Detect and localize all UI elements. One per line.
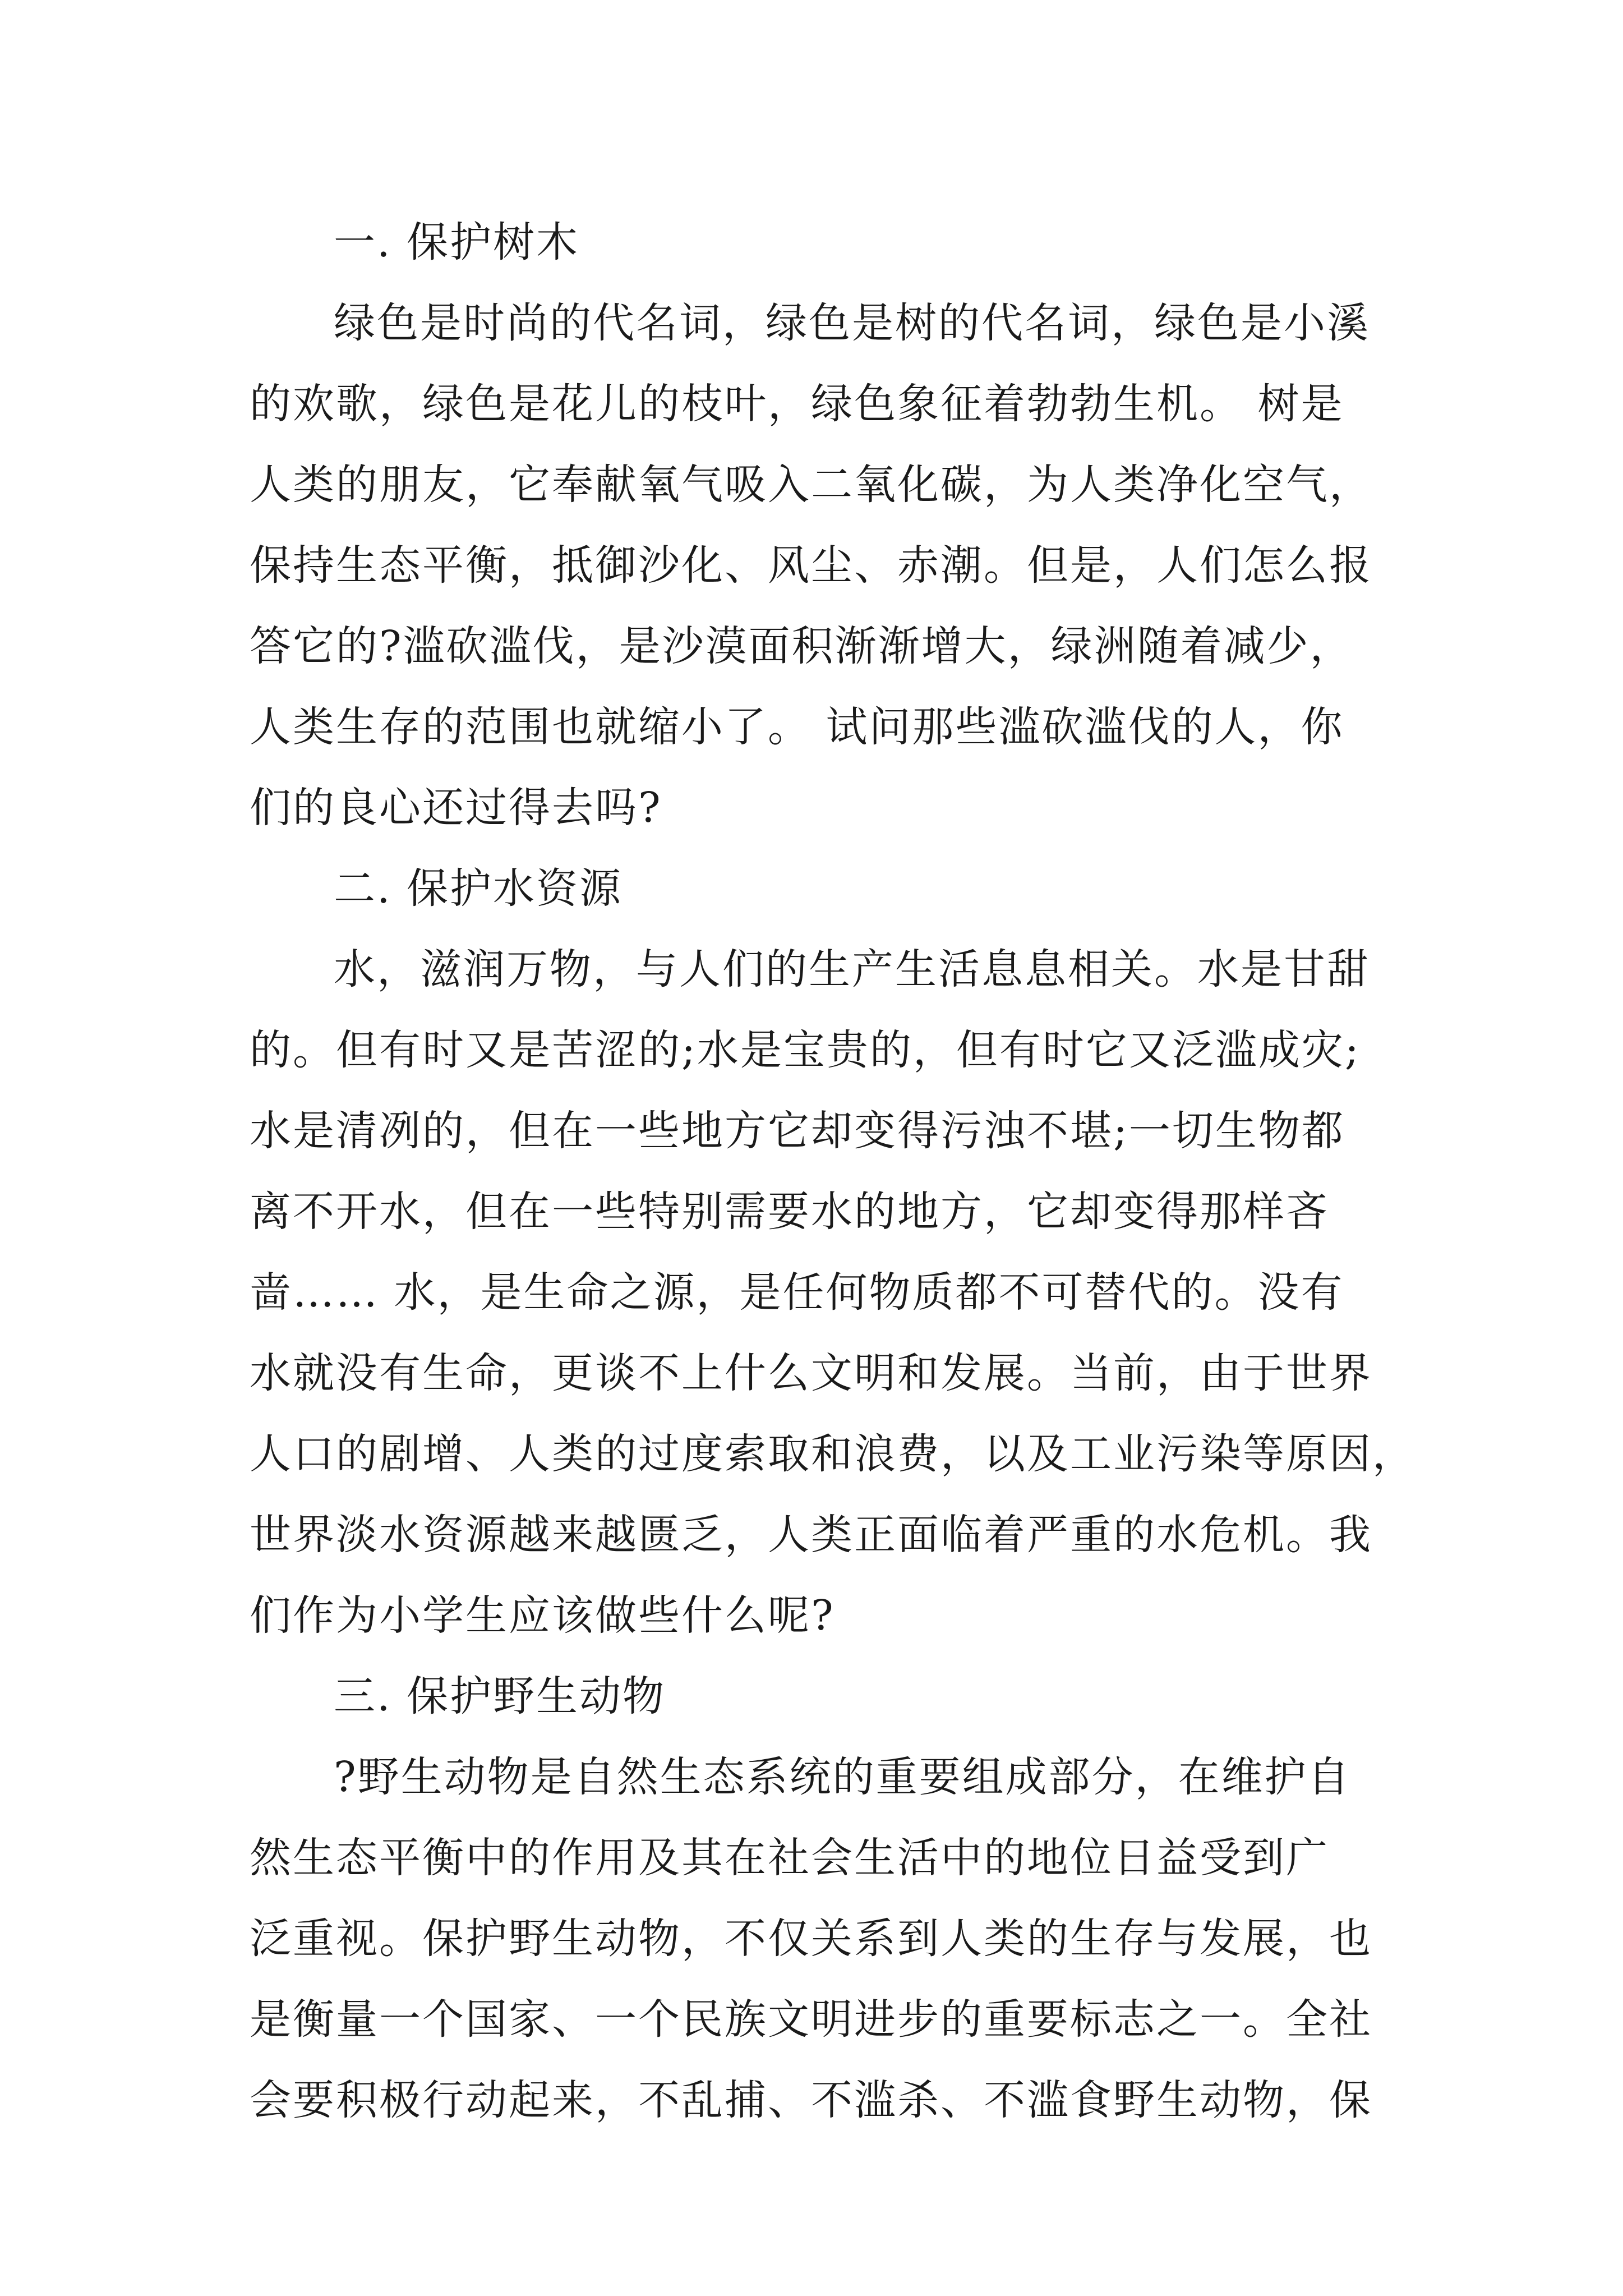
text-line: ?野生动物是自然生态系统的重要组成部分，在维护自 [334,1753,1351,1801]
text-line: 人类生存的范围也就缩小了。 试问那些滥砍滥伐的人，你 [250,703,1344,751]
section-heading-water: 二. 保护水资源 [334,864,623,913]
section-heading-trees: 一. 保护树木 [334,218,580,266]
text-line: 水是清冽的，但在一些地方它却变得污浊不堪;一切生物都 [250,1107,1345,1155]
text-line: 的欢歌，绿色是花儿的枝叶，绿色象征着勃勃生机。 树是 [250,380,1344,428]
text-line: 会要积极行动起来，不乱捕、不滥杀、不滥食野生动物，保 [250,2076,1372,2124]
text-line: 啬…… 水，是生命之源，是任何物质都不可替代的。没有 [250,1268,1344,1317]
text-line: 水，滋润万物，与人们的生产生活息息相关。水是甘甜 [334,945,1370,993]
text-line: 保持生态平衡，抵御沙化、风尘、赤潮。但是，人们怎么报 [250,541,1372,590]
document-body [250,202,1415,2141]
text-line: 们的良心还过得去吗? [250,784,662,832]
text-line: 人口的剧增、人类的过度索取和浪费，以及工业污染等原因， [250,1430,1415,1478]
section-heading-wildlife: 三. 保护野生动物 [334,1672,666,1720]
text-line: 泛重视。保护野生动物，不仅关系到人类的生存与发展，也 [250,1915,1372,1963]
text-line: 水就没有生命，更谈不上什么文明和发展。当前，由于世界 [250,1349,1372,1397]
text-line: 们作为小学生应该做些什么呢? [250,1591,835,1640]
text-line: 的。但有时又是苦涩的;水是宝贵的，但有时它又泛滥成灾; [250,1026,1361,1074]
text-line: 离不开水，但在一些特别需要水的地方，它却变得那样吝 [250,1188,1329,1236]
text-line: 然生态平衡中的作用及其在社会生活中的地位日益受到广 [250,1834,1329,1882]
text-line: 答它的?滥砍滥伐，是沙漠面积渐渐增大，绿洲随着减少， [250,622,1353,670]
text-line: 绿色是时尚的代名词，绿色是树的代名词，绿色是小溪 [334,299,1370,347]
text-line: 人类的朋友，它奉献氧气吸入二氧化碳，为人类净化空气， [250,461,1372,509]
text-line: 是衡量一个国家、一个民族文明进步的重要标志之一。全社 [250,1995,1372,2044]
text-line: 世界淡水资源越来越匮乏，人类正面临着严重的水危机。我 [250,1511,1372,1559]
